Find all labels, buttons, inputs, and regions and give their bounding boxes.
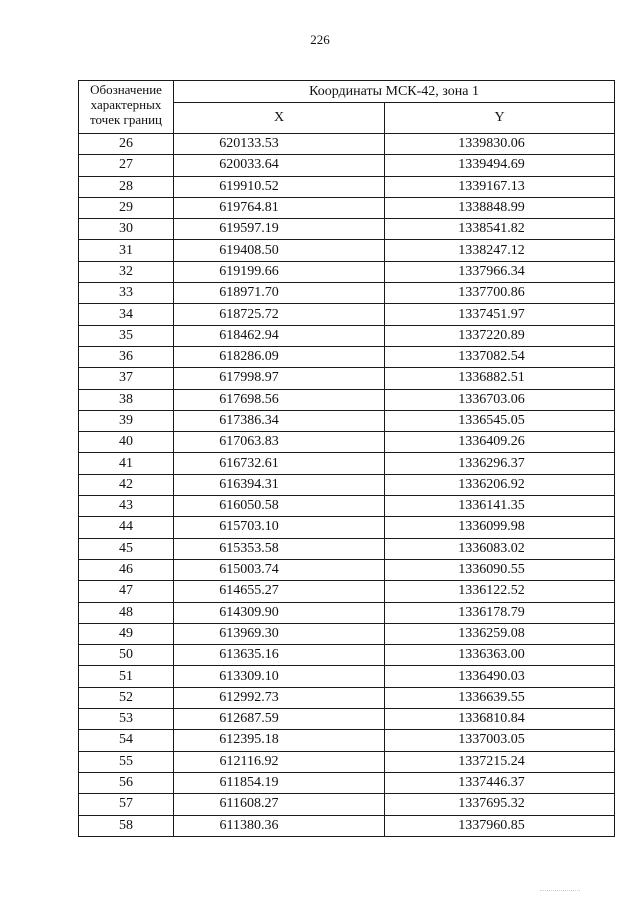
header-row (79, 81, 615, 103)
x-coordinate-cell: 613635.16 (174, 645, 385, 666)
y-coordinate-cell: 1339830.06 (385, 134, 615, 155)
y-coordinate-cell: 1337082.54 (385, 346, 615, 367)
table-row (79, 325, 615, 346)
point-designation-header: Обозначение характерных точек границ (79, 81, 174, 134)
x-column-header: X (174, 103, 385, 134)
x-coordinate-cell: 612687.59 (174, 709, 385, 730)
y-coordinate-cell: 1336703.06 (385, 389, 615, 410)
y-coordinate-cell: 1336206.92 (385, 474, 615, 495)
x-coordinate-cell: 619597.19 (174, 219, 385, 240)
x-coordinate-cell: 617998.97 (174, 368, 385, 389)
y-coordinate-cell: 1337451.97 (385, 304, 615, 325)
table-row (79, 240, 615, 261)
x-coordinate-cell: 613969.30 (174, 623, 385, 644)
point-number-cell: 33 (79, 283, 174, 304)
x-coordinate-cell: 619764.81 (174, 197, 385, 218)
point-number-cell: 27 (79, 155, 174, 176)
point-number-cell: 36 (79, 346, 174, 367)
point-number-cell: 43 (79, 496, 174, 517)
table-row (79, 751, 615, 772)
point-number-cell: 32 (79, 261, 174, 282)
x-coordinate-cell: 618725.72 (174, 304, 385, 325)
scan-artifact (540, 890, 580, 892)
table-row (79, 538, 615, 559)
x-coordinate-cell: 618286.09 (174, 346, 385, 367)
point-number-cell: 50 (79, 645, 174, 666)
point-number-cell: 26 (79, 134, 174, 155)
point-number-cell: 41 (79, 453, 174, 474)
table-row (79, 496, 615, 517)
point-number-cell: 44 (79, 517, 174, 538)
table-row (79, 815, 615, 836)
y-coordinate-cell: 1336296.37 (385, 453, 615, 474)
y-coordinate-cell: 1336178.79 (385, 602, 615, 623)
table-row (79, 645, 615, 666)
x-coordinate-cell: 620133.53 (174, 134, 385, 155)
x-coordinate-cell: 619910.52 (174, 176, 385, 197)
table-header (79, 81, 615, 134)
y-coordinate-cell: 1336122.52 (385, 581, 615, 602)
point-number-cell: 48 (79, 602, 174, 623)
table-row (79, 261, 615, 282)
table-row (79, 474, 615, 495)
y-coordinate-cell: 1336141.35 (385, 496, 615, 517)
table-row (79, 219, 615, 240)
x-coordinate-cell: 613309.10 (174, 666, 385, 687)
table-row (79, 772, 615, 793)
x-coordinate-cell: 612992.73 (174, 687, 385, 708)
table-row (79, 368, 615, 389)
x-coordinate-cell: 615703.10 (174, 517, 385, 538)
x-coordinate-cell: 614655.27 (174, 581, 385, 602)
x-coordinate-cell: 612395.18 (174, 730, 385, 751)
y-coordinate-cell: 1337966.34 (385, 261, 615, 282)
y-coordinate-cell: 1338247.12 (385, 240, 615, 261)
point-number-cell: 34 (79, 304, 174, 325)
x-coordinate-cell: 615003.74 (174, 559, 385, 580)
point-number-cell: 39 (79, 410, 174, 431)
x-coordinate-cell: 619408.50 (174, 240, 385, 261)
x-coordinate-cell: 612116.92 (174, 751, 385, 772)
point-number-cell: 35 (79, 325, 174, 346)
y-coordinate-cell: 1337700.86 (385, 283, 615, 304)
point-number-cell: 57 (79, 794, 174, 815)
table-row (79, 602, 615, 623)
y-coordinate-cell: 1337446.37 (385, 772, 615, 793)
y-coordinate-cell: 1337220.89 (385, 325, 615, 346)
x-coordinate-cell: 611380.36 (174, 815, 385, 836)
point-number-cell: 38 (79, 389, 174, 410)
point-number-cell: 28 (79, 176, 174, 197)
y-coordinate-cell: 1336810.84 (385, 709, 615, 730)
point-number-cell: 58 (79, 815, 174, 836)
y-coordinate-cell: 1337695.32 (385, 794, 615, 815)
y-coordinate-cell: 1336083.02 (385, 538, 615, 559)
point-number-cell: 53 (79, 709, 174, 730)
x-coordinate-cell: 616050.58 (174, 496, 385, 517)
table-row (79, 176, 615, 197)
y-coordinate-cell: 1336639.55 (385, 687, 615, 708)
point-number-cell: 37 (79, 368, 174, 389)
x-coordinate-cell: 620033.64 (174, 155, 385, 176)
y-coordinate-cell: 1336363.00 (385, 645, 615, 666)
y-coordinate-cell: 1336259.08 (385, 623, 615, 644)
y-coordinate-cell: 1338541.82 (385, 219, 615, 240)
x-coordinate-cell: 618971.70 (174, 283, 385, 304)
x-coordinate-cell: 618462.94 (174, 325, 385, 346)
point-number-cell: 46 (79, 559, 174, 580)
point-number-cell: 45 (79, 538, 174, 559)
y-coordinate-cell: 1337215.24 (385, 751, 615, 772)
x-coordinate-cell: 611854.19 (174, 772, 385, 793)
coordinates-header: Координаты МСК-42, зона 1 (174, 81, 615, 103)
y-coordinate-cell: 1336099.98 (385, 517, 615, 538)
point-number-cell: 56 (79, 772, 174, 793)
table-row (79, 666, 615, 687)
y-coordinate-cell: 1336409.26 (385, 432, 615, 453)
table-row (79, 346, 615, 367)
point-number-cell: 29 (79, 197, 174, 218)
y-coordinate-cell: 1337960.85 (385, 815, 615, 836)
point-number-cell: 55 (79, 751, 174, 772)
y-column-header: Y (385, 103, 615, 134)
x-coordinate-cell: 617063.83 (174, 432, 385, 453)
point-number-cell: 54 (79, 730, 174, 751)
point-number-cell: 40 (79, 432, 174, 453)
table-row (79, 559, 615, 580)
table-row (79, 730, 615, 751)
point-number-cell: 30 (79, 219, 174, 240)
x-coordinate-cell: 611608.27 (174, 794, 385, 815)
table-row (79, 134, 615, 155)
y-coordinate-cell: 1338848.99 (385, 197, 615, 218)
y-coordinate-cell: 1337003.05 (385, 730, 615, 751)
coordinates-table (78, 80, 615, 837)
table-row (79, 687, 615, 708)
table-row (79, 453, 615, 474)
table-row (79, 794, 615, 815)
x-coordinate-cell: 615353.58 (174, 538, 385, 559)
table-row (79, 389, 615, 410)
x-coordinate-cell: 617386.34 (174, 410, 385, 431)
table-row (79, 709, 615, 730)
point-number-cell: 42 (79, 474, 174, 495)
x-coordinate-cell: 616732.61 (174, 453, 385, 474)
point-number-cell: 31 (79, 240, 174, 261)
x-coordinate-cell: 614309.90 (174, 602, 385, 623)
y-coordinate-cell: 1339167.13 (385, 176, 615, 197)
point-number-cell: 51 (79, 666, 174, 687)
y-coordinate-cell: 1339494.69 (385, 155, 615, 176)
table-row (79, 623, 615, 644)
point-number-cell: 52 (79, 687, 174, 708)
point-number-cell: 47 (79, 581, 174, 602)
table-row (79, 304, 615, 325)
y-coordinate-cell: 1336090.55 (385, 559, 615, 580)
page-number: 226 (310, 32, 330, 47)
table-row (79, 283, 615, 304)
x-coordinate-cell: 617698.56 (174, 389, 385, 410)
table-row (79, 197, 615, 218)
table-row (79, 581, 615, 602)
table-row (79, 155, 615, 176)
table-row (79, 432, 615, 453)
y-coordinate-cell: 1336882.51 (385, 368, 615, 389)
table-row (79, 517, 615, 538)
point-number-cell: 49 (79, 623, 174, 644)
x-coordinate-cell: 619199.66 (174, 261, 385, 282)
x-coordinate-cell: 616394.31 (174, 474, 385, 495)
table-body (79, 134, 615, 837)
table-row (79, 410, 615, 431)
y-coordinate-cell: 1336490.03 (385, 666, 615, 687)
y-coordinate-cell: 1336545.05 (385, 410, 615, 431)
